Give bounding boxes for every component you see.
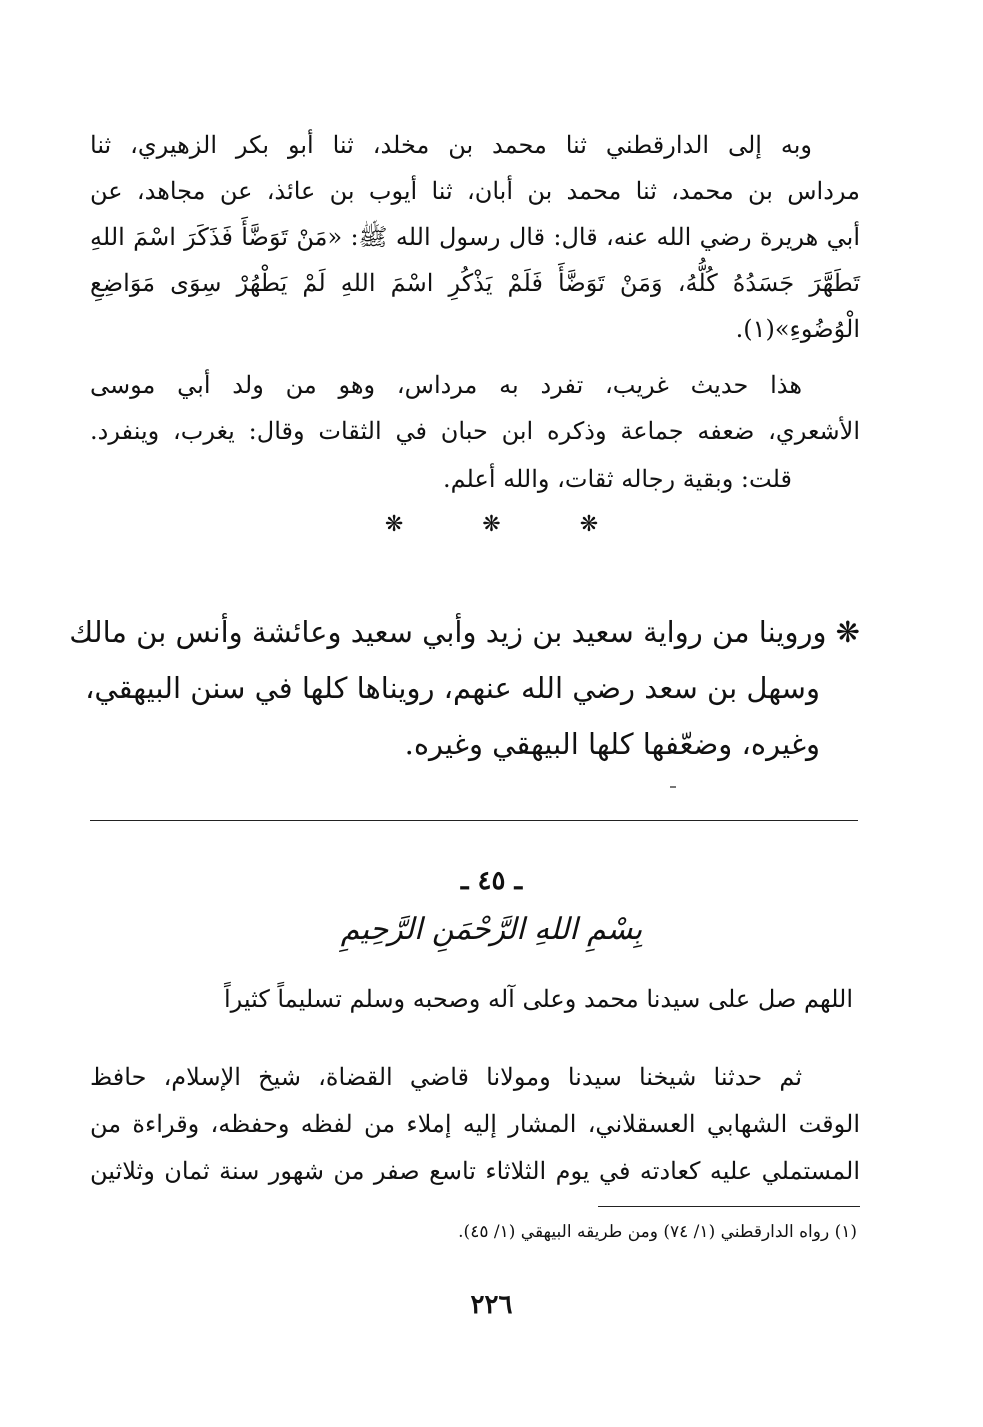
text-line: الْوُضُوءِ»(١). — [735, 315, 860, 343]
text-line: مرداس بن محمد، ثنا محمد بن أبان، ثنا أيوب بن عائذ، عن مجاهد، عن — [90, 177, 860, 205]
section-number: ـ ٤٥ ـ — [460, 866, 523, 896]
footnote: (١) رواه الدارقطني (١/ ٧٤) ومن طريقه البيهقي (١/ ٤٥). — [458, 1222, 857, 1242]
basmala-calligraphy: بِسْمِ اللهِ الرَّحْمَنِ الرَّحِيمِ — [340, 912, 643, 947]
text-line: تَطَهَّرَ جَسَدُهُ كُلُّهُ، وَمَنْ تَوَضَّأَ فَلَمْ يَذْكُرِ اسْمَ اللهِ لَمْ يَطْهُرْ سِوَى مَوَاضِعِ — [90, 269, 860, 297]
star-ornament-icon: ❋ — [482, 512, 501, 537]
footnote-rule — [598, 1206, 860, 1207]
text-line: وغيره، وضعّفها كلها البيهقي وغيره. — [404, 727, 820, 761]
commentary-paragraph — [90, 362, 860, 454]
text-line: ثم حدثنا شيخنا سيدنا ومولانا قاضي القضاة، شيخ الإسلام، حافظ — [90, 1063, 802, 1091]
narrations-paragraph — [69, 604, 860, 772]
text-line: هذا حديث غريب، تفرد به مرداس، وهو من ولد أبي موسى — [90, 371, 802, 399]
text-line: وبه إلى الدارقطني ثنا محمد بن مخلد، ثنا أبو بكر الزهيري، ثنا — [90, 131, 812, 159]
salat-line: اللهم صل على سيدنا محمد وعلى آله وصحبه وسلم تسليماً كثيراً — [223, 985, 853, 1013]
text-line: قلت: وبقية رجاله ثقات، والله أعلم. — [442, 465, 792, 493]
text-line: الأشعري، ضعفه جماعة وذكره ابن حبان في الثقات وقال: يغرب، وينفرد. — [90, 417, 860, 445]
text-line: وسهل بن سعد رضي الله عنهم، رويناها كلها في سنن البيهقي، — [85, 671, 820, 705]
page-number: ٢٢٦ — [470, 1290, 513, 1320]
hadith-paragraph — [90, 122, 860, 352]
conclusion-paragraph — [90, 456, 860, 502]
section-divider — [90, 820, 858, 821]
session-paragraph — [90, 1054, 860, 1195]
star-ornament-icon: ❋ — [579, 512, 599, 537]
print-speck — [670, 786, 676, 788]
text-line: المستملي عليه كعادته في يوم الثلاثاء تاسع صفر من شهور سنة ثمان وثلاثين — [90, 1157, 860, 1185]
star-ornament-icon: ❋ — [384, 512, 404, 537]
text-line: ❋ وروينا من رواية سعيد بن زيد وأبي سعيد وعائشة وأنس بن مالك — [69, 615, 860, 649]
text-line: الوقت الشهابي العسقلاني، المشار إليه إملاء من لفظه وحفظه، وقراءة من — [90, 1110, 860, 1138]
section-separator — [0, 512, 983, 537]
text-line: أبي هريرة رضي الله عنه، قال: قال رسول الله ﷺ: «مَنْ تَوَضَّأَ فَذَكَرَ اسْمَ اللهِ — [90, 223, 860, 251]
